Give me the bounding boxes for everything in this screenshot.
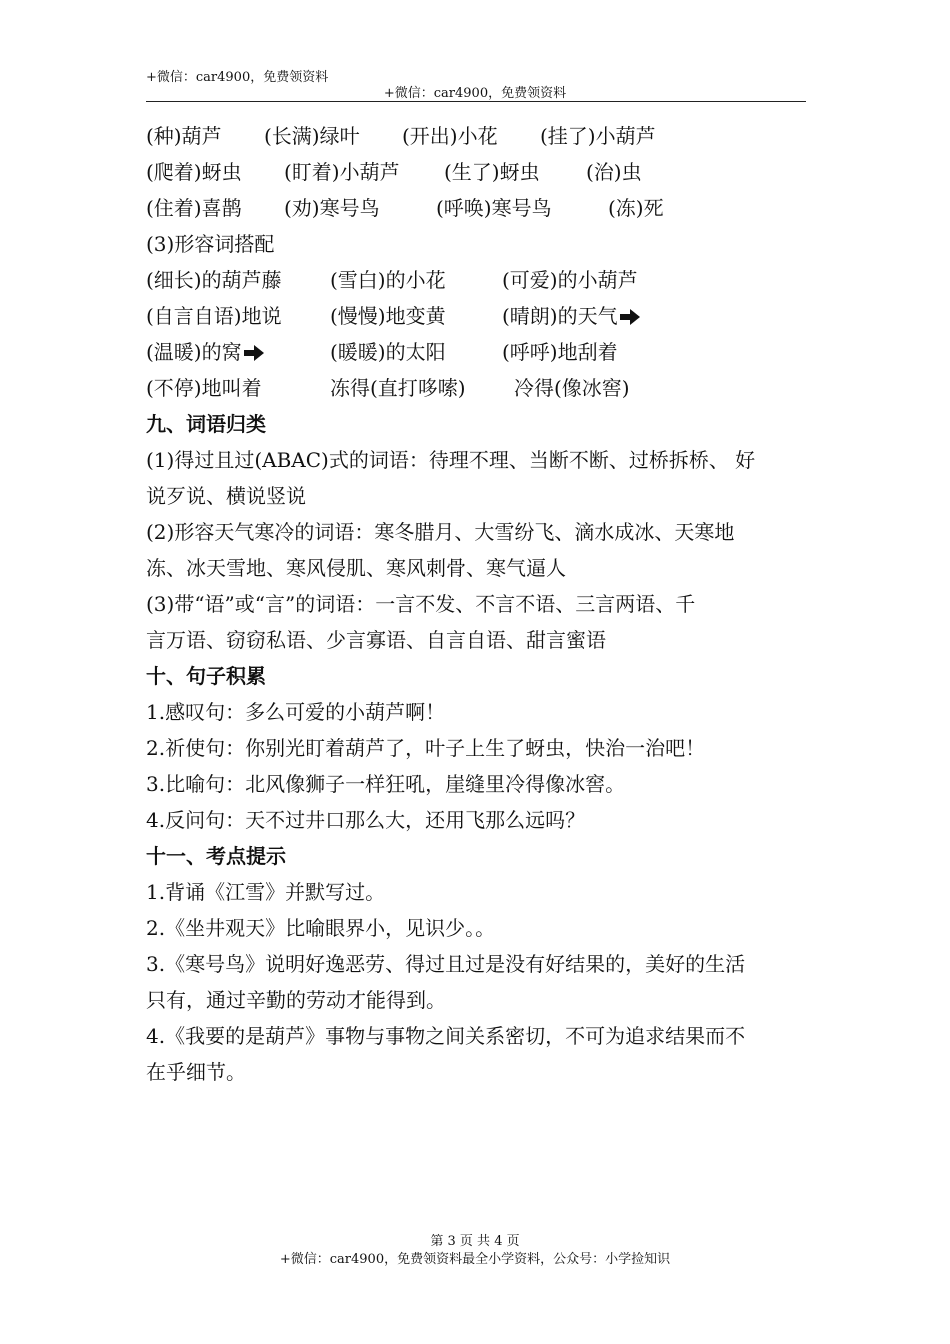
adjective-row-3	[146, 334, 810, 370]
header-watermark-left: +微信：car4900，免费领资料	[146, 70, 329, 85]
section-10-line: 1.感叹句：多么可爱的小葫芦啊！	[146, 700, 446, 724]
phrase-row-3	[146, 190, 810, 226]
document-body	[146, 118, 810, 1090]
section-9-line: 冻、冰天雪地、寒风侵肌、寒风刺骨、寒气逼人	[146, 556, 566, 580]
footer-watermark: +微信：car4900，免费领资料最全小学资料，公众号：小学捡知识	[279, 1252, 671, 1267]
section-10-line: 2.祈使句：你别光盯着葫芦了，叶子上生了蚜虫，快治一治吧！	[146, 736, 706, 760]
header-divider	[146, 101, 806, 102]
phrase-row-2	[146, 154, 810, 190]
adjective-row-2	[146, 298, 810, 334]
phrase-cell: (治)虫	[586, 160, 642, 184]
phrase-cell: (自言自语)地说	[146, 304, 282, 328]
header-watermark-center: +微信：car4900，免费领资料	[383, 86, 567, 101]
phrase-cell: (呼呼)地刮着	[502, 340, 618, 364]
phrase-cell: (生了)蚜虫	[444, 160, 540, 184]
phrase-cell: (细长)的葫芦藤	[146, 268, 282, 292]
section-9-line: (1)得过且过(ABAC)式的词语：待理不理、当断不断、过桥拆桥、 好	[146, 448, 756, 472]
adjective-row-4	[146, 370, 810, 406]
phrase-cell: (雪白)的小花	[330, 268, 446, 292]
section-11-line: 2.《坐井观天》比喻眼界小，见识少。。	[146, 916, 496, 940]
phrase-cell: (暖暖)的太阳	[330, 340, 446, 364]
section-9-line: 言万语、窃窃私语、少言寡语、自言自语、甜言蜜语	[146, 628, 606, 652]
phrase-cell: (开出)小花	[402, 124, 498, 148]
phrase-cell: (长满)绿叶	[264, 124, 360, 148]
phrase-cell: (住着)喜鹊	[146, 196, 242, 220]
phrase-row-1	[146, 118, 810, 154]
phrase-cell: (慢慢)地变黄	[330, 304, 446, 328]
section-11-line: 只有，通过辛勤的劳动才能得到。	[146, 988, 446, 1012]
phrase-cell: (种)葫芦	[146, 124, 222, 148]
section-11-title: 十一、考点提示	[146, 844, 286, 868]
section-10-line: 4.反问句：天不过井口那么大，还用飞那么远吗？	[146, 808, 586, 832]
phrase-cell: (不停)地叫着	[146, 376, 262, 400]
section-11-line: 4.《我要的是葫芦》事物与事物之间关系密切，不可为追求结果而不	[146, 1024, 746, 1048]
section-10-title: 十、句子积累	[146, 664, 266, 688]
section-11-line: 在乎细节。	[146, 1060, 246, 1084]
phrase-cell: (晴朗)的天气	[502, 304, 618, 328]
phrase-cell: (爬着)蚜虫	[146, 160, 242, 184]
adjective-heading: (3)形容词搭配	[146, 232, 275, 256]
page-number: 第 3 页 共 4 页	[430, 1234, 520, 1249]
section-9-line: (2)形容天气寒冷的词语：寒冬腊月、大雪纷飞、滴水成冰、天寒地	[146, 520, 735, 544]
section-9-line: 说歹说、横说竖说	[146, 484, 306, 508]
section-9-line: (3)带“语”或“言”的词语：一言不发、不言不语、三言两语、千	[146, 592, 696, 616]
section-10-line: 3.比喻句：北风像狮子一样狂吼，崖缝里冷得像冰窖。	[146, 772, 626, 796]
phrase-cell	[146, 334, 330, 370]
phrase-text: (温暖)的窝	[146, 340, 242, 364]
right-arrow-icon	[620, 300, 640, 335]
phrase-cell: (挂了)小葫芦	[540, 124, 656, 148]
phrase-cell: (可爱)的小葫芦	[502, 268, 638, 292]
section-11-line: 3.《寒号鸟》说明好逸恶劳、得过且过是没有好结果的，美好的生活	[146, 952, 746, 976]
adjective-row-1	[146, 262, 810, 298]
phrase-cell: (劝)寒号鸟	[284, 196, 380, 220]
right-arrow-icon	[244, 336, 264, 371]
phrase-cell: 冷得(像冰窖)	[514, 376, 630, 400]
section-11-line: 1.背诵《江雪》并默写过。	[146, 880, 386, 904]
phrase-cell: 冻得(直打哆嗦)	[330, 376, 466, 400]
phrase-cell: (盯着)小葫芦	[284, 160, 400, 184]
phrase-cell: (冻)死	[608, 196, 664, 220]
phrase-cell: (呼唤)寒号鸟	[436, 196, 552, 220]
section-9-title: 九、词语归类	[146, 412, 266, 436]
